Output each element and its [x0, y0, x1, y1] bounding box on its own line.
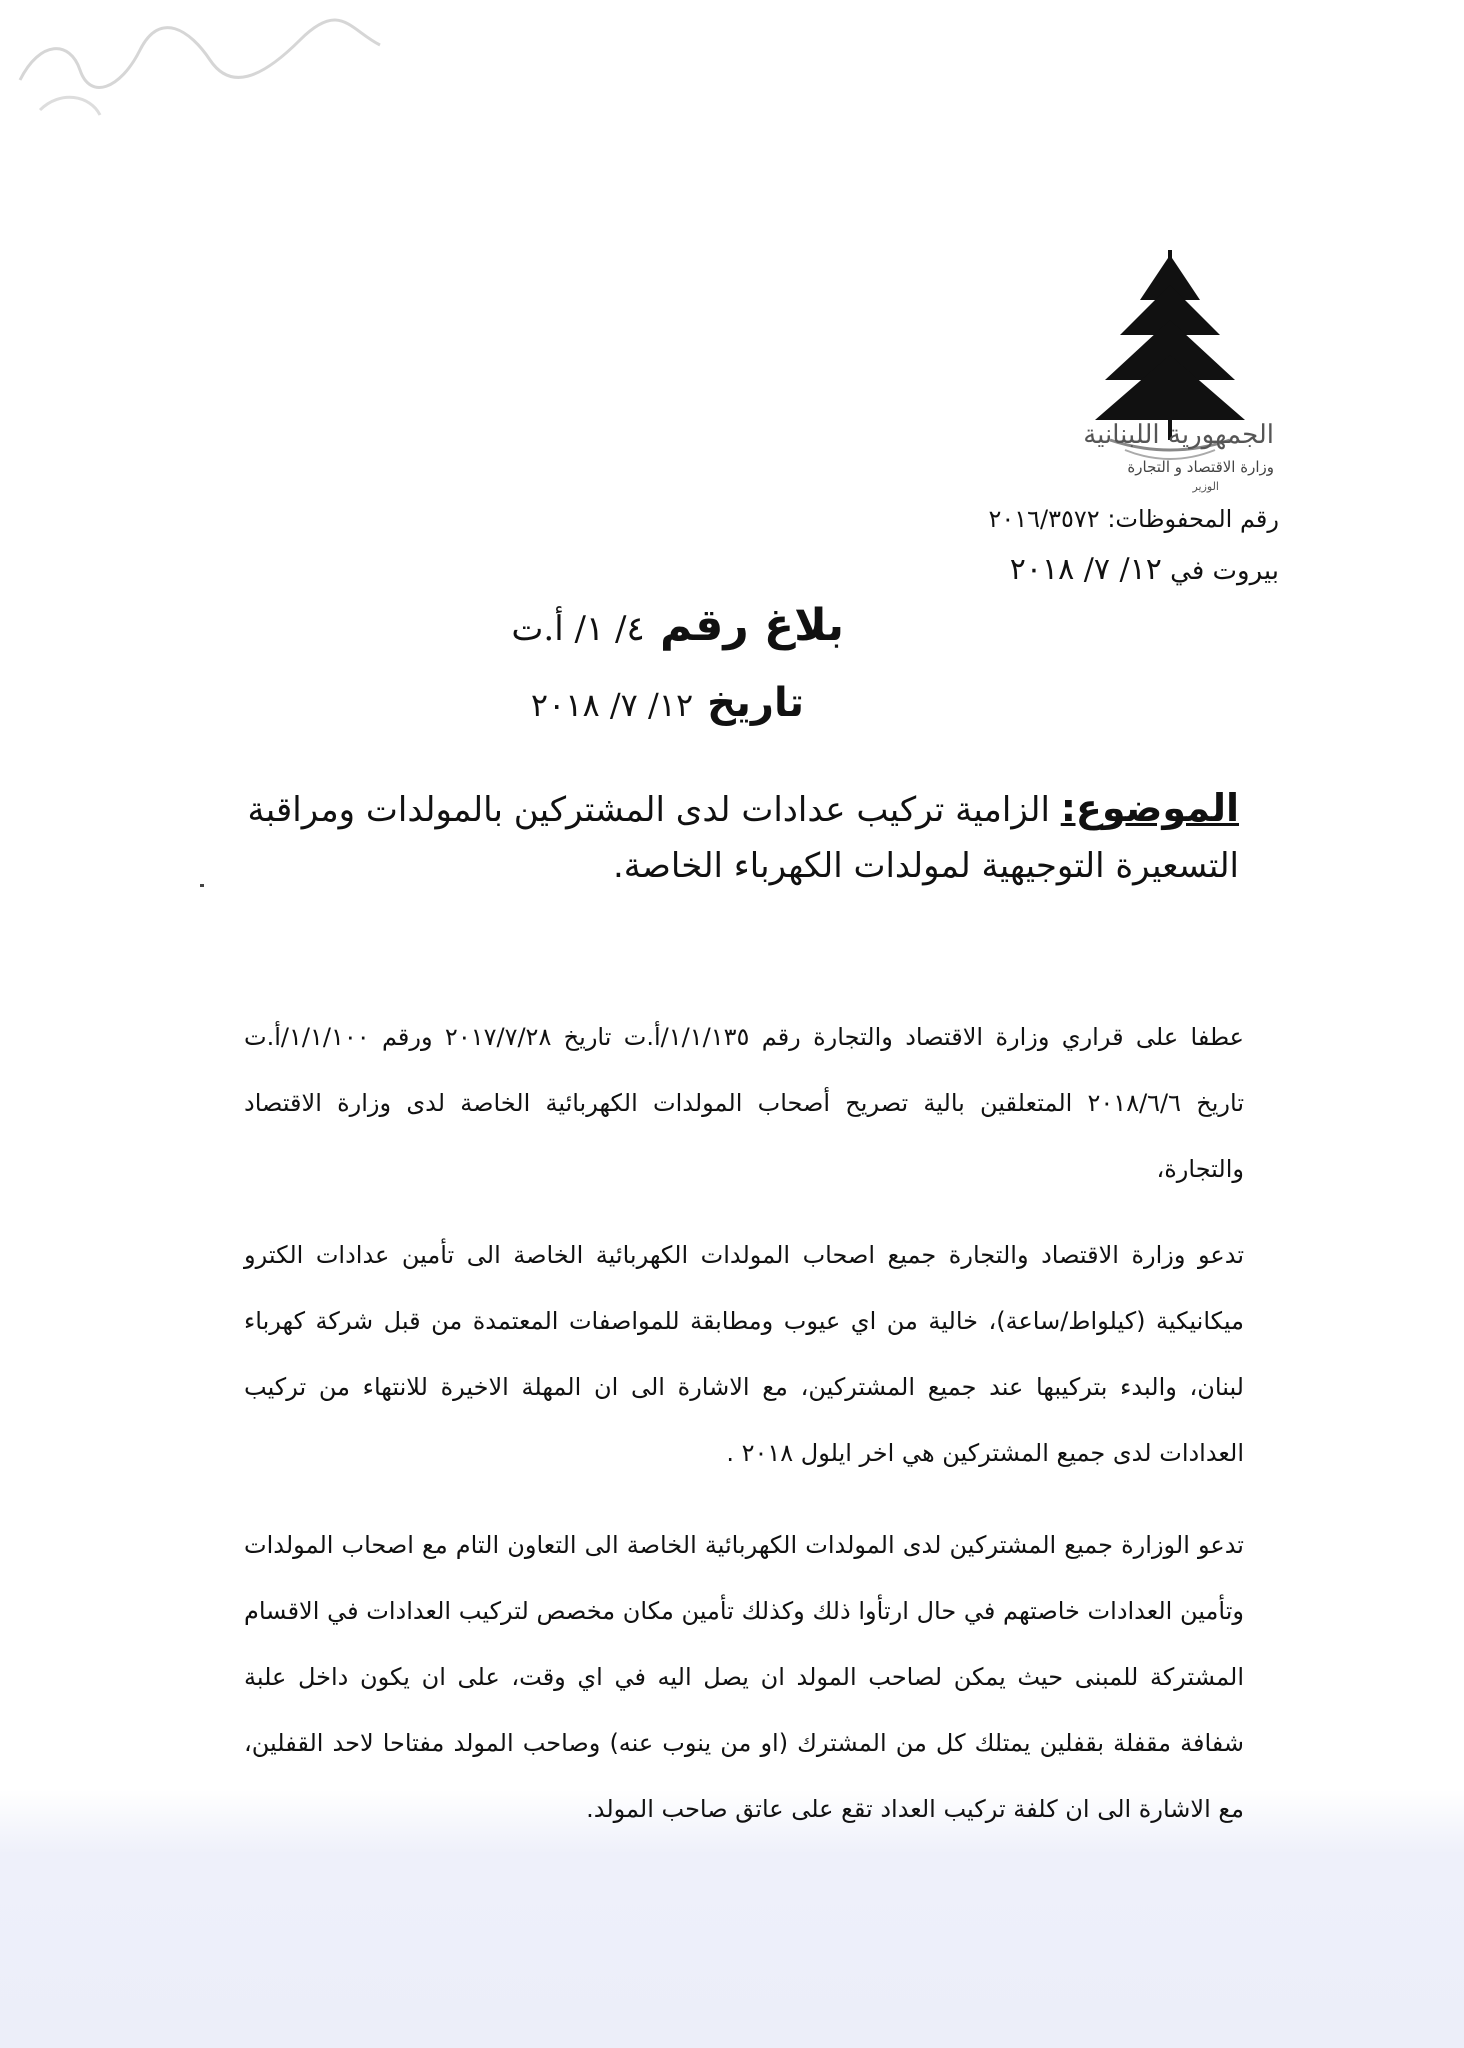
- place-date: [1010, 552, 1279, 587]
- subject-text: الزامية تركيب عدادات لدى المشتركين بالمولدات ومراقبة التسعيرة التوجيهية لمولدات الكهرباء الخاصة.: [247, 790, 1239, 886]
- place-date-value: ١٢/ ٧/ ٢٠١٨: [1009, 552, 1162, 587]
- notice-date: [531, 680, 804, 726]
- notice-date-label: تاريخ: [707, 680, 804, 726]
- archive-value: ٢٠١٦/٣٥٧٢: [988, 505, 1100, 533]
- archive-label: رقم المحفوظات:: [1107, 505, 1279, 533]
- ministry-name: وزارة الاقتصاد و التجارة: [1127, 458, 1274, 476]
- archive-number: [988, 505, 1279, 533]
- office-name: الوزير: [1192, 480, 1219, 493]
- paragraph-subscribers: تدعو الوزارة جميع المشتركين لدى المولدات الكهربائية الخاصة الى التعاون التام مع اصحاب المولدات وتأمين العدادات خاصتهم في حال ارتأوا ذلك وكذلك تأمين مكان مخصص لتركيب العدادات في الاقسام المشتركة للمبنى حيث يمكن لصاحب المولد ان يصل اليه في اي وقت، على ان يكون داخل علبة شفافة مقفلة بقفلين يمتلك كل من المشترك (او من ينوب عنه) وصاحب المولد مفتاحا لاحد القفلين، مع الاشارة الى ان كلفة تركيب العداد تقع على عاتق صاحب المولد.: [244, 1531, 1244, 1823]
- notice-number: ٤/ ١/ أ.ت: [511, 609, 645, 649]
- notice-date-value: ١٢/ ٧/ ٢٠١٨: [530, 686, 694, 724]
- notice-title-label: بلاغ رقم: [660, 600, 844, 651]
- handwritten-scribble: [0, 0, 400, 130]
- subject: [229, 780, 1239, 894]
- paragraph-reference: عطفا على قراري وزارة الاقتصاد والتجارة رقم ١/١/١٣٥/أ.ت تاريخ ٢٠١٧/٧/٢٨ ورقم ١/١/١٠٠/أ.ت تاريخ ٢٠١٨/٦/٦ المتعلقين بالية تصريح أصحاب المولدات الكهربائية الخاصة لدى وزارة الاقتصاد والتجارة،: [244, 1023, 1244, 1183]
- stray-mark: [200, 884, 204, 887]
- subject-label: الموضوع:: [1060, 786, 1239, 830]
- republic-name: الجمهورية اللبنانية: [1083, 420, 1274, 450]
- paragraph-owners: تدعو وزارة الاقتصاد والتجارة جميع اصحاب المولدات الكهربائية الخاصة الى تأمين عدادات الكترو ميكانيكية (كيلواط/ساعة)، خالية من اي عيوب ومطابقة للمواصفات المعتمدة من قبل شركة كهرباء لبنان، والبدء بتركيبها عند جميع المشتركين، مع الاشارة الى ان المهلة الاخيرة للانتهاء من تركيب العدادات لدى جميع المشتركين هي اخر ايلول ٢٠١٨ .: [244, 1241, 1244, 1467]
- notice-title: [511, 600, 844, 651]
- place-label: بيروت في: [1170, 556, 1279, 586]
